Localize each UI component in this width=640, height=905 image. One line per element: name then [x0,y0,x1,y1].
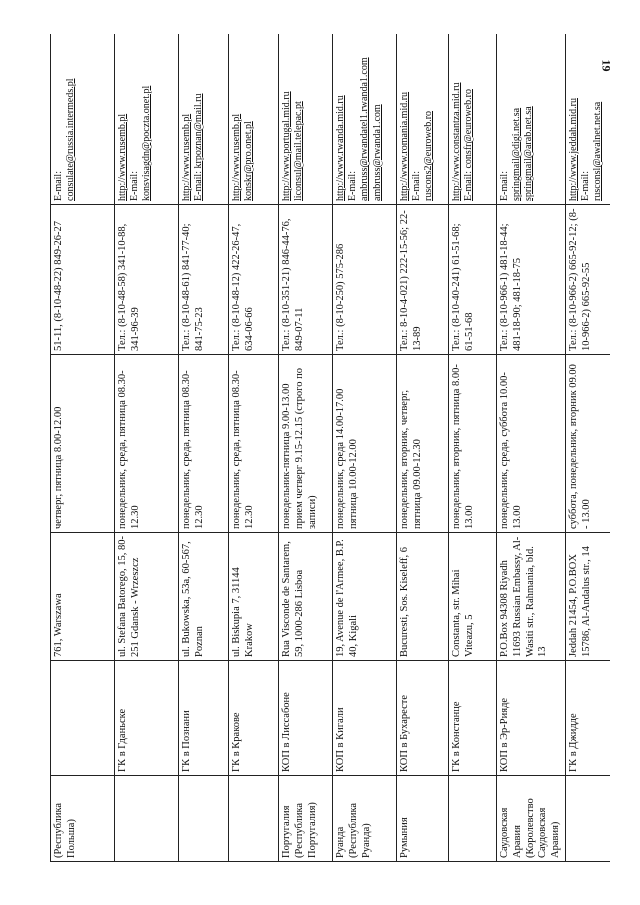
hours-cell: четверг, пятница 8.00-12.00 [51,355,115,533]
phone-cell: Тел.: (8-10-966-2) 665-92-12; (8-10-966-2) 665-92-55 [565,205,610,355]
contact-label: E-mail: [53,171,64,201]
address-cell: Jeddah 21454, P.O.BOX 15786, Al-Andalus str., 14 [565,533,610,661]
contacts-cell [115,34,179,205]
hours-cell: понедельник-пятница 9.00-13.00 прием четверг 9.15-12.15 (строго по записи) [279,355,333,533]
contact-link[interactable]: http://www.rusemb.pl [117,113,128,201]
contacts-cell [449,34,497,205]
contact-link[interactable]: http://www.romania.mid.ru [399,91,410,201]
office-cell: ГК в Познани [179,661,229,776]
hours-cell: понедельник, среда, пятница 08.30-12.30 [179,355,229,533]
phone-cell: Тел.: (8-10-48-12) 422-26-47, 634-06-66 [229,205,279,355]
phone-cell: Тел.: (8-10-351-21) 846-44-76, 849-07-11 [279,205,333,355]
country-cell: Румыния [397,776,449,862]
office-cell: ГК в Гданьске [115,661,179,776]
table-row [565,34,610,862]
table-row [115,34,179,862]
contacts-cell [565,34,610,205]
contact-link[interactable]: ambruss@rwanda1.com [371,104,383,201]
contact-link[interactable]: http://www.rusemb.pl [231,113,242,201]
contact-link[interactable]: http://www.constantza.mid.ru [451,82,462,201]
table-row [179,34,229,862]
country-cell [115,776,179,862]
contacts-cell [333,34,397,205]
office-cell: КОП в Эр-Рияде [497,661,566,776]
office-cell: ГК в Констанце [449,661,497,776]
office-cell [51,661,115,776]
contact-link[interactable]: konskr@pro.onet.pl [243,121,255,201]
phone-cell: 51-11, (8-10-48-22) 849-26-27 [51,205,115,355]
contact-link[interactable]: E-mail: krpoznan@mail.ru [193,93,205,201]
consulate-table [50,34,610,862]
office-cell: ГК в Джидде [565,661,610,776]
country-cell: Саудовская Аравия (Королевство Саудовская Аравия) [497,776,566,862]
contacts-cell [279,34,333,205]
address-cell: ul. Stefana Batorego, 15, 80-251 Gdansk - Wrzeszcz [115,533,179,661]
address-cell: Bucuresti, Sos. Kiseleff, 6 [397,533,449,661]
address-cell: Rua Visconde de Santarem, 59, 1000-286 Lisboa [279,533,333,661]
country-cell [229,776,279,862]
contact-label: E-mail: [499,171,510,201]
phone-cell: Тел.: 8-10-4-021) 222-15-56; 22-13-89 [397,205,449,355]
contact-link[interactable]: consulate@russia.intermeds.pl [65,78,77,201]
contact-link[interactable]: springmail@digi.net.sa [511,107,523,201]
contacts-cell [397,34,449,205]
contact-label: E-mail: [411,171,423,201]
contact-link[interactable]: springmail@arab.net.sa [523,106,535,201]
office-cell: КОП в Кигали [333,661,397,776]
address-cell: Constanta, str. Mihai Viteazu, 5 [449,533,497,661]
phone-cell: Тел.: (8-10-48-58) 341-10-88, 341-96-39 [115,205,179,355]
office-cell: КОП в Бухаресте [397,661,449,776]
hours-cell: понедельник, среда, суббота 10.00-13.00 [497,355,566,533]
country-cell [449,776,497,862]
contact-link[interactable]: liconsul@mail.telepac.pt [293,101,305,201]
address-cell: ul. Bukowska, 53a, 60-567, Poznan [179,533,229,661]
address-cell: 761, Warszawa [51,533,115,661]
page-number: 19 [599,59,614,72]
address-cell: P.O.Box 94308 Riyadh 11693 Russian Embassy, Al-Wasiti str., Rahmania, bld. 13 [497,533,566,661]
rotated-page [50,34,610,862]
contact-link[interactable]: konsvisagdn@poczta.onet.pl [141,85,153,201]
country-cell [565,776,610,862]
hours-cell: понедельник, среда 14.00-17.00 пятница 10.00-12.00 [333,355,397,533]
hours-cell: понедельник, среда, пятница 08.30-12.30 [115,355,179,533]
contact-label: E-mail: [347,171,359,201]
table-row [333,34,397,862]
contact-link[interactable]: http://www.portugal.mid.ru [281,91,292,201]
contact-link[interactable]: http://www.jeddah.mid.ru [567,98,579,201]
table-row [279,34,333,862]
table-row [449,34,497,862]
contact-link[interactable]: http://www.rusemb.pl [181,113,192,201]
phone-cell: Тел.: (8-10-40-241) 61-51-68; 61-51-68 [449,205,497,355]
contact-link[interactable]: rusconsl@awalnet.net.sa [592,101,604,201]
table-row [51,34,115,862]
contacts-cell [229,34,279,205]
phone-cell: Тел.: (8-10-250) 575-286 [333,205,397,355]
hours-cell: суббота, понедельник, вторник 09.00 - 13.00 [565,355,610,533]
contact-label: E-mail: [129,171,141,201]
country-cell: Португалия (Республика Португалия) [279,776,333,862]
country-cell: Руанда (Республика Руанда) [333,776,397,862]
office-cell: КОП в Лиссабоне [279,661,333,776]
contact-link[interactable]: ruscons2@euroweb.ro [423,110,435,201]
phone-cell: Тел.: (8-10-966-1) 481-18-44; 481-18-90; 481-18-75 [497,205,566,355]
contacts-cell [497,34,566,205]
contacts-cell [51,34,115,205]
consulate-table-wrapper [50,34,610,862]
address-cell: 19, Avenue de l'Armee, B.P. 40, Kigali [333,533,397,661]
table-row [497,34,566,862]
country-cell [179,776,229,862]
table-row [229,34,279,862]
contacts-cell [179,34,229,205]
address-cell: ul. Biskupia 7, 31144 Krakow [229,533,279,661]
hours-cell: понедельник, вторник, четверг, пятница 09.00-12.30 [397,355,449,533]
table-row [397,34,449,862]
contact-link[interactable]: ambruss@rwandatel1.rwanda1.com [359,57,371,201]
phone-cell: Тел.: (8-10-48-61) 841-77-40; 841-75-23 [179,205,229,355]
hours-cell: понедельник, вторник, пятница 8.00-13.00 [449,355,497,533]
country-cell: (Республика Польша) [51,776,115,862]
hours-cell: понедельник, среда, пятница 08.30-12.30 [229,355,279,533]
contact-link[interactable]: http://www.rwanda.mid.ru [335,95,346,201]
contact-link[interactable]: E-mail: consfr@euroweb.ro [463,89,475,201]
office-cell: ГК в Кракове [229,661,279,776]
contact-label: E-mail: [580,171,592,201]
